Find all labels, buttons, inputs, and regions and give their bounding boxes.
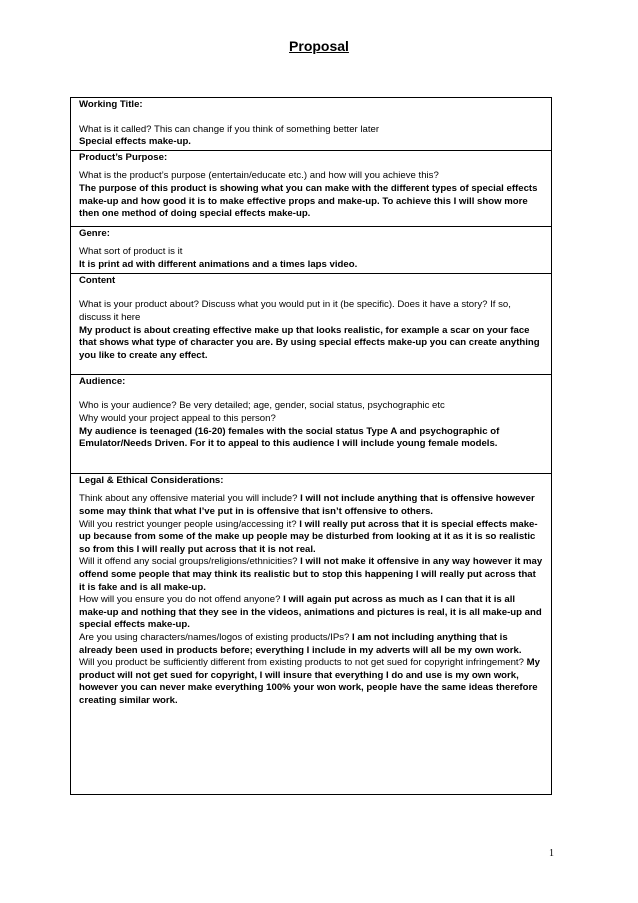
section-cell [71, 226, 552, 273]
legal-answer: I will not include anything that is offensive however some may think that what I’ve put in is offensive that isn’t offensive to others. [79, 493, 535, 517]
section-legal [71, 473, 552, 794]
document-title: Proposal [289, 38, 349, 54]
legal-answer: I will really put across that it is special effects make-up because from some of the make up people may be disturbed from looking at it as it is so realistic so from this I will really put across that it is not real. [79, 518, 538, 555]
section-working-title [71, 98, 552, 151]
legal-question: Think about any offensive material you will include? [79, 493, 298, 505]
section-cell [71, 273, 552, 374]
section-question: What is the product’s purpose (entertain/educate etc.) and how will you achieve this? [79, 170, 439, 182]
legal-answer: My product will not get sued for copyright, I will insure that everything I do and use is my own work, however you can never make everything 100% your won work, people have the same ideas therefore creating similar work. [79, 657, 540, 706]
legal-answer: I will not make it offensive in any way however it may offend some people that may think its realistic but to stop this happening I will really put across that it is fake and is all make-up. [79, 556, 543, 593]
section-label: Genre: [79, 227, 110, 239]
legal-item [79, 632, 543, 657]
legal-question: How will you ensure you do not offend anyone? [79, 594, 281, 606]
legal-item [79, 519, 543, 557]
section-cell [71, 374, 552, 473]
legal-item [79, 493, 543, 518]
section-answer: Special effects make-up. [79, 136, 191, 148]
section-cell [71, 150, 552, 226]
legal-item [79, 556, 543, 594]
section-answer: It is print ad with different animations and a times laps video. [79, 258, 358, 270]
page-number: 1 [549, 848, 554, 859]
section-question: Why would your project appeal to this person? [79, 412, 276, 424]
section-label: Product’s Purpose: [79, 151, 168, 163]
legal-item [79, 657, 543, 707]
legal-answer: I am not including anything that is already been used in products before; everything I include in my adverts will all be my own work. [79, 631, 522, 656]
legal-question: Are you using characters/names/logos of existing products/IPs? [79, 631, 350, 643]
section-question: Who is your audience? Be very detailed; age, gender, social status, psychographic etc [79, 400, 445, 412]
section-question: What is it called? This can change if you think of something better later [79, 123, 380, 135]
section-label: Content [79, 274, 116, 286]
legal-item [79, 594, 543, 632]
section-label: Working Title: [79, 99, 143, 110]
section-question: What sort of product is it [79, 246, 183, 258]
section-answer: My audience is teenaged (16-20) females with the social status Type A and psychographic of Emulator/Needs Driven. For it to appeal to this audience I will include young female models. [79, 425, 500, 450]
section-answer: The purpose of this product is showing what you can make with the different types of special effects make-up and how good it is to make effective props and make-up. To achieve this I will show more then one method of doing special effects make-up. [79, 182, 538, 220]
legal-question: Will you restrict younger people using/accessing it? [79, 518, 297, 530]
section-audience [71, 374, 552, 473]
legal-answer: I will again put across as much as I can that it is all make-up and nothing that they see in the videos, animations and pictures is real, it is all make-up and special effects make-up. [79, 594, 542, 631]
section-label: Audience: [79, 375, 126, 387]
section-question: What is your product about? Discuss what you would put in it (be specific). Does it have a story? If so, discuss it here [79, 299, 511, 323]
section-genre [71, 226, 552, 273]
legal-question: Will it offend any social groups/religions/ethnicities? [79, 556, 298, 568]
section-purpose [71, 150, 552, 226]
legal-question: Will you product be sufficiently different from existing products to not get sued for copyright infringement? [79, 657, 524, 669]
section-cell [71, 98, 552, 151]
section-label: Legal & Ethical Considerations: [79, 474, 224, 486]
proposal-form [70, 97, 552, 795]
section-answer: My product is about creating effective make up that looks realistic, for example a scar on your face that shows what type of character you are. By using special effects make-up you can create anything you like to create any effect. [79, 324, 540, 361]
section-cell [71, 473, 552, 794]
section-content [71, 273, 552, 374]
